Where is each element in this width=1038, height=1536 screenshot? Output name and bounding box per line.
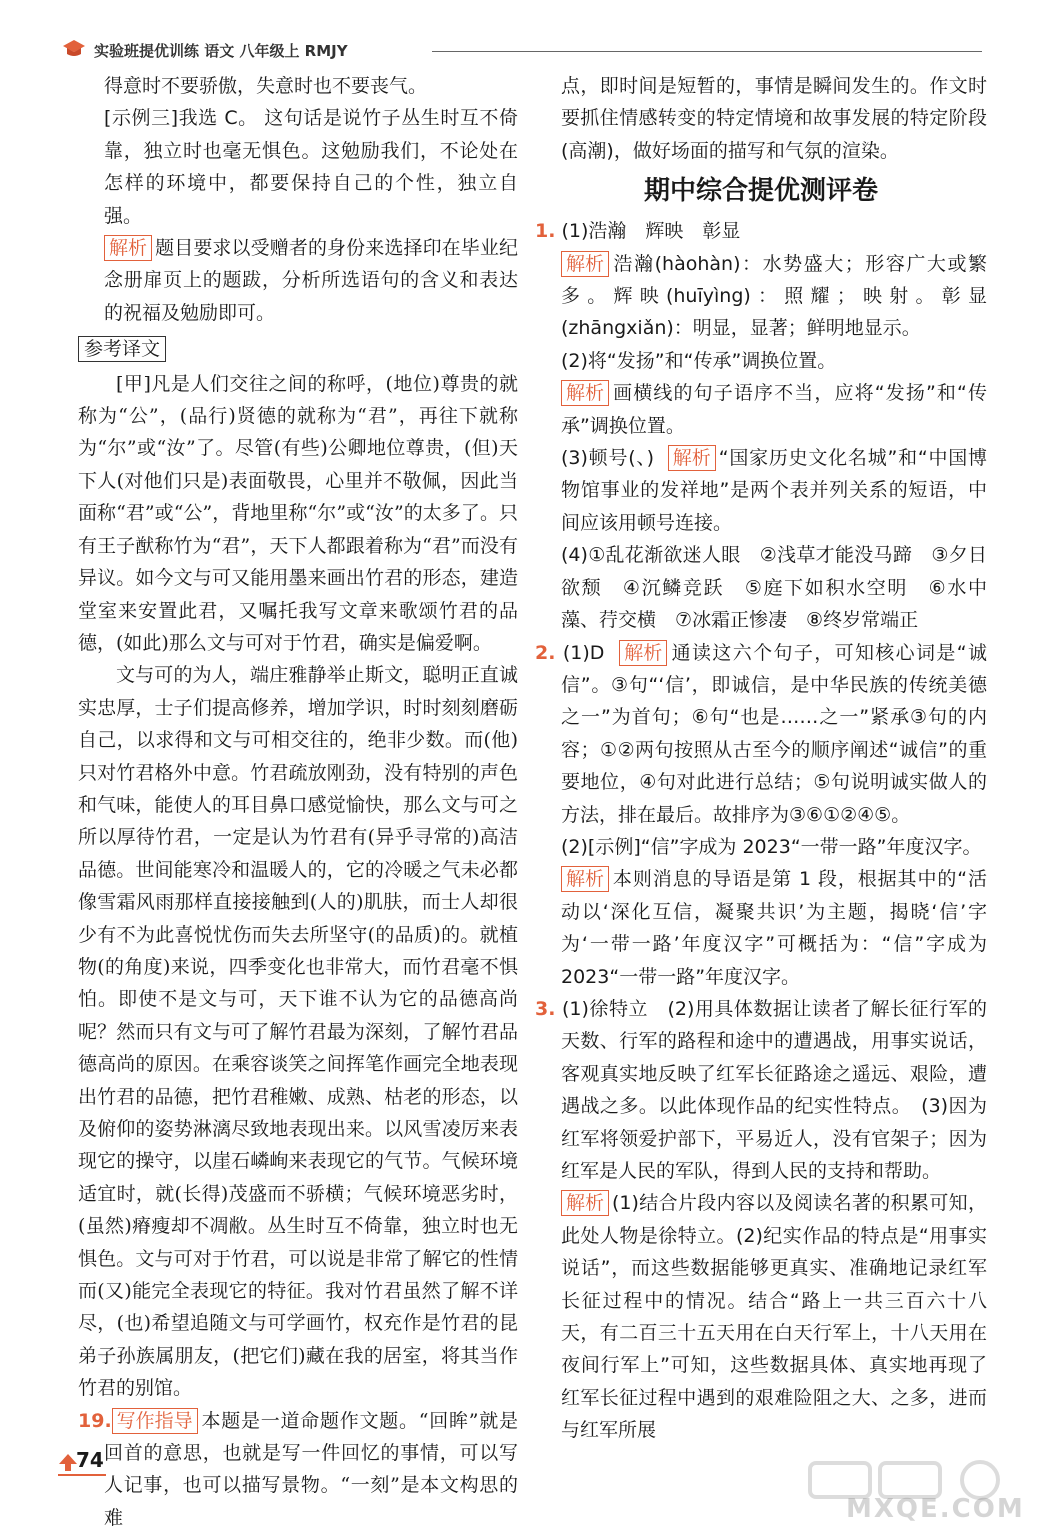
question-number: 1.: [535, 220, 556, 243]
analysis-tag: 解析: [561, 866, 609, 892]
analysis-text: 浩瀚(hàohàn)：水势盛大；形容广大或繁多。辉映(huīyìng)：照耀；映射。彰显(zhāngxiǎn)：明显，显著；鲜明地显示。: [561, 252, 987, 340]
answer-text: (1)徐特立 (2)用具体数据让读者了解长征行军的天数、行军的路程和途中的遭遇战，用事实说话，客观真实地反映了红军长征路途之遥远、艰险，遭遇战之多。以此体现作品的纪实性特点。 (3)因为红军将领爱护部下，平易近人，没有官架子；因为红军是人民的军队，得到人民的支持和帮助。: [561, 997, 987, 1182]
question-2-part-1: [535, 637, 987, 831]
analysis-tag: 解析: [668, 445, 716, 471]
writing-guide-tag: 写作指导: [112, 1408, 198, 1434]
answer-text: (2)[示例]“信”字成为 2023“一带一路”年度汉字。: [561, 835, 982, 858]
header-rule: [432, 51, 982, 52]
analysis-text: 本则消息的导语是第 1 段，根据其中的“活动以‘深化互信，凝聚共识’为主题，揭晓‘信’字为‘一带一路’年度汉字”可概括为：“信”字成为 2023“一带一路”年度汉字。: [561, 868, 987, 988]
page-number: 74: [76, 1448, 104, 1472]
question-number: 19.: [78, 1409, 112, 1432]
analysis-text: (1)结合片段内容以及阅读名著的积累可知，此处人物是徐特立。(2)纪实作品的特点是“用事实说话”，而这些数据能够更真实、准确地记录红军长征过程中的情况。结合“路上一共三百六十八天，有二百三十五天用在白天行军上，十八天用在夜间行军上”可知，这些数据具体、真实地再现了红军长征过程中遇到的艰难险阻之大、之多，进而与红军所展: [561, 1192, 987, 1442]
left-column: [78, 70, 518, 1534]
answer-text: 得意时不要骄傲，失意时也不要丧气。: [104, 75, 428, 97]
question-19: [78, 1405, 518, 1535]
up-arrow-icon: [58, 1452, 78, 1472]
analysis-paragraph: [535, 377, 987, 442]
page-number-rule: [58, 1474, 106, 1476]
watermark-text: MXQE.COM: [846, 1494, 1025, 1524]
translation-paragraph: 文与可的为人，端庄雅静举止斯文，聪明正直诚实忠厚，士子们提高修养，增加学识，时时刻刻磨砺自己，以求得和文与可相交往的，绝非少数。而(他)只对竹君格外中意。竹君疏放刚劲，没有特别的声色和气味，能使人的耳目鼻口感觉愉快，那么文与可之所以厚待竹君，一定是认为竹君有(异乎寻常的)高洁品德。世间能寒冷和温暖人的，它的冷暖之气未必都像雪霜风雨那样直接接触到(人的)肌肤，而士人却很少有不为此喜悦忧伤而失去所坚守(的品质)的。就植物(的角度)来说，四季变化也非常大，而竹君毫不惧怕。即使不是文与可，天下谁不认为它的品德高尚呢？然而只有文与可了解竹君最为深刻，了解竹君品德高尚的原因。在乘容谈笑之间挥笔作画完全地表现出竹君的品德，把竹君稚嫩、成熟、枯老的形态，以及俯仰的姿势淋漓尽致地表现出来。以风雪凌厉来表现它的操守，以崖石嶙峋来表现它的气节。气候环境适宜时，就(长得)茂盛而不骄横；气候环境恶劣时，(虽然)瘠瘦却不凋敝。丛生时互不倚靠，独立时也无惧色。文与可对于竹君，可以说是非常了解它的性情而(又)能完全表现它的特征。我对竹君虽然了解不详尽，(也)希望追随文与可学画竹，权充作是竹君的昆弟子孙族属朋友，(把它们)藏在我的居室，将其当作竹君的别馆。: [78, 664, 518, 1400]
page-header: [62, 38, 982, 62]
analysis-paragraph: [535, 863, 987, 993]
analysis-paragraph: [535, 442, 987, 539]
analysis-paragraph: [535, 1187, 987, 1446]
question-number: 3.: [535, 997, 556, 1020]
section-title: 期中综合提优测评卷: [643, 176, 878, 207]
header-title: 实验班提优训练 语文 八年级上 RMJY: [94, 42, 348, 60]
answer-text: (1)浩瀚 辉映 彰显: [561, 220, 741, 243]
translation-paragraph: [甲]凡是人们交往之间的称呼，(地位)尊贵的就称为“公”，(品行)贤德的就称为“君”，再往下就称为“尔”或“汝”了。尽管(有些)公卿地位尊贵，(但)天下人(对他们只是)表面敬畏，心里并不敬佩，因此当面称“君”或“公”，背地里称“尔”或“汝”的太多了。只有王子猷称竹为“君”，天下人都跟着称为“君”而没有异议。如今文与可又能用墨来画出竹君的形态，建造堂室来安置此君，又嘱托我写文章来歌颂竹君的品德，(如此)那么文与可对于竹君，确实是偏爱啊。: [78, 372, 518, 654]
question-3: [535, 993, 987, 1187]
writing-guide-text: 本题是一道命题作文题。“回眸”就是回首的意思，也就是写一件回忆的事情，可以写人记事，也可以描写景物。“一刻”是本文构思的难: [104, 1409, 518, 1529]
answer-text: (4)①乱花渐欲迷人眼 ②浅草才能没马蹄 ③夕日欲颓 ④沉鳞竞跃 ⑤庭下如积水空明 ⑥水中藻、荇交横 ⑦冰霜正惨凄 ⑧终岁常端正: [561, 544, 987, 632]
question-number: 2.: [535, 641, 556, 664]
right-column: [535, 70, 987, 1447]
writing-guide-continued: 点，即时间是短暂的，事情是瞬间发生的。作文时要抓住情感转变的特定情境和故事发展的特定阶段(高潮)，做好场面的描写和气氛的渲染。: [561, 75, 987, 162]
reference-heading: [78, 333, 518, 365]
analysis-tag: 解析: [104, 235, 152, 261]
analysis-paragraph: [535, 248, 987, 345]
analysis-tag: 解析: [619, 640, 667, 666]
analysis-text: 画横线的句子语序不当，应将“发扬”和“传承”调换位置。: [561, 382, 987, 437]
analysis-text: “国家历史文化名城”和“中国博物馆事业的发祥地”是两个表并列关系的短语，中间应该用顿号连接。: [561, 447, 987, 534]
answer-text: (2)将“发扬”和“传承”调换位置。: [561, 349, 837, 372]
analysis-tag: 解析: [561, 380, 609, 406]
answer-text: [示例三]我选 C。 这句话是说竹子丛生时互不倚靠，独立时也毫无惧色。这勉励我们，不论处在怎样的环境中，都要保持自己的个性，独立自强。: [104, 107, 518, 227]
answer-text: (1)D: [562, 641, 605, 664]
analysis-text: 通读这六个句子，可知核心词是“诚信”。③句“‘信’，即诚信，是中华民族的传统美德之一”为首句；⑥句“也是……之一”紧承③句的内容；①②两句按照从古至今的顺序阐述“诚信”的重要地位，④句对此进行总结；⑤句说明诚实做人的方法，排在最后。故排序为③⑥①②④⑤。: [561, 641, 987, 826]
analysis-tag: 解析: [561, 251, 609, 277]
question-1-part-1: [535, 215, 987, 247]
analysis-paragraph: [78, 232, 518, 329]
analysis-text: 题目要求以受赠者的身份来选择印在毕业纪念册扉页上的题跋，分析所选语句的含义和表达的祝福及勉励即可。: [104, 237, 518, 324]
graduation-cap-icon: [62, 38, 86, 60]
reference-tag: 参考译文: [78, 336, 166, 362]
answer-text: (3)顿号(、): [561, 447, 655, 470]
analysis-tag: 解析: [561, 1190, 609, 1216]
